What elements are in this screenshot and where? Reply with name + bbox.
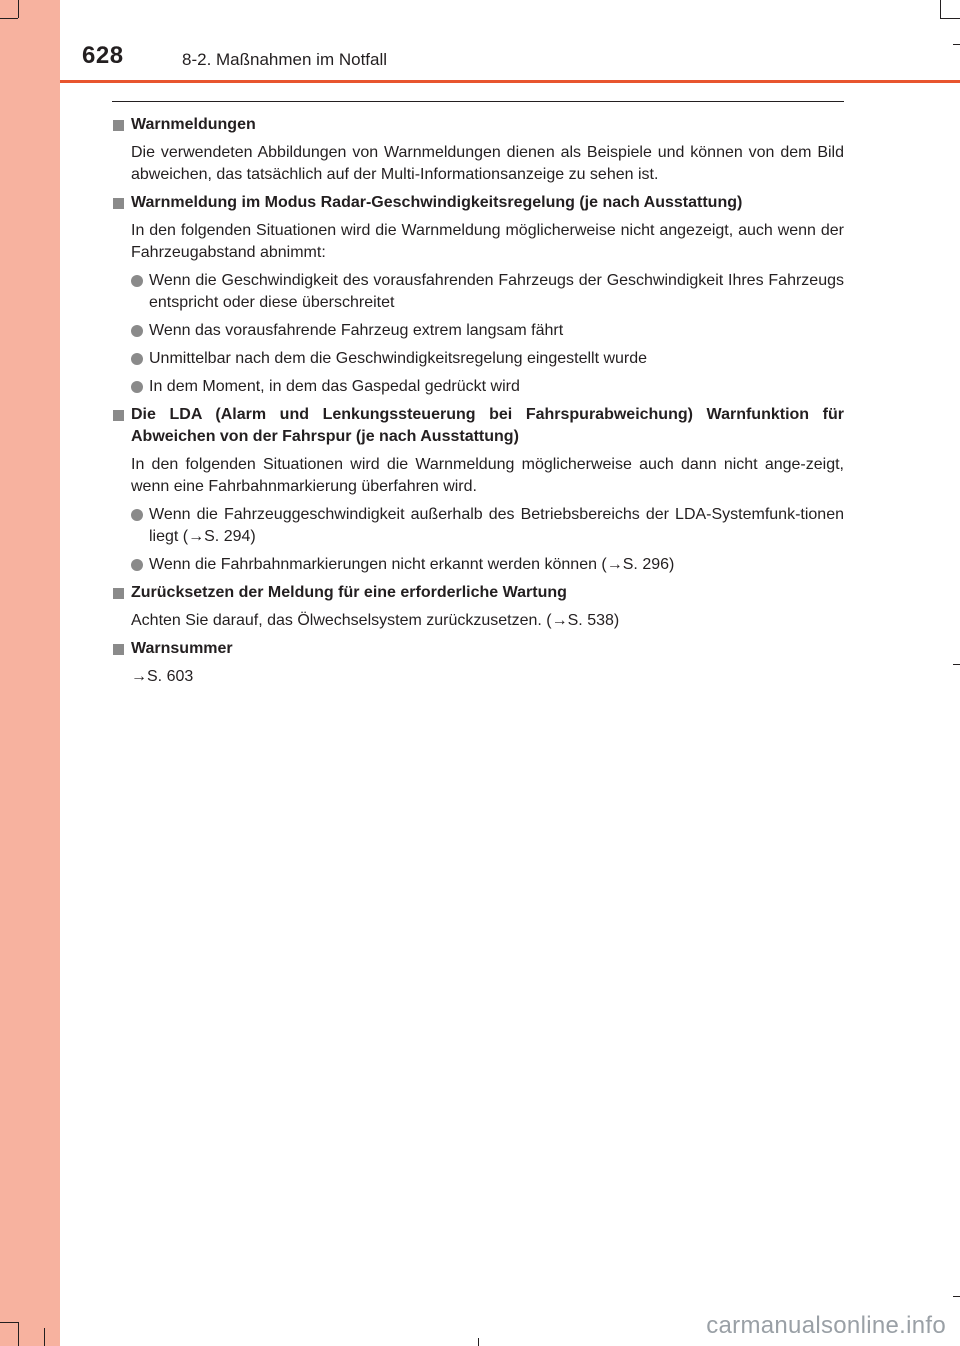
- paragraph-wartung: Achten Sie darauf, das Ölwechselsystem zurückzusetzen. (→S. 538): [131, 612, 620, 629]
- list-item-text: Wenn die Fahrzeuggeschwindigkeit außerhalb des Betriebsbereichs der LDA-Systemfunk-tionen liegt (→S. 294): [149, 506, 844, 545]
- square-bullet-icon: [113, 588, 124, 599]
- heading-warnsummer: [112, 638, 844, 660]
- circle-bullet-icon: [131, 353, 143, 365]
- list-item: [112, 504, 844, 548]
- content-top-rule: [112, 101, 844, 102]
- heading-text: Warnmeldungen: [131, 116, 256, 133]
- heading-text: Die LDA (Alarm und Lenkungssteuerung bei Fahrspurabweichung) Warnfunktion für Abweichen von der Fahrspur (je nach Ausstattung): [131, 406, 844, 445]
- list-item: [112, 270, 844, 314]
- crop-mark: [0, 18, 18, 19]
- list-item-text: Unmittelbar nach dem die Geschwindigkeitsregelung eingestellt wurde: [149, 350, 648, 367]
- crop-mark: [478, 1338, 479, 1346]
- circle-bullet-icon: [131, 381, 143, 393]
- heading-text: Warnmeldung im Modus Radar-Geschwindigkeitsregelung (je nach Ausstattung): [131, 194, 743, 211]
- circle-bullet-icon: [131, 559, 143, 571]
- heading-lda: [112, 404, 844, 448]
- paragraph-lda: In den folgenden Situationen wird die Warnmeldung möglicherweise auch dann nicht ange-zeigt, wenn eine Fahrbahnmarkierung überfahren wird.: [131, 456, 844, 495]
- crop-mark: [18, 0, 19, 18]
- square-bullet-icon: [113, 644, 124, 655]
- crop-mark: [953, 664, 960, 665]
- heading-text: Warnsummer: [131, 640, 233, 657]
- heading-radar: [112, 192, 844, 214]
- circle-bullet-icon: [131, 275, 143, 287]
- side-color-band: [0, 0, 60, 1346]
- list-item: [112, 348, 844, 370]
- header-rule: [60, 80, 960, 83]
- list-item-text: Wenn die Geschwindigkeit des vorausfahrenden Fahrzeugs der Geschwindigkeit Ihres Fahrzeugs entspricht oder diese überschreitet: [149, 272, 844, 311]
- crop-mark: [940, 0, 941, 18]
- heading-wartung: [112, 582, 844, 604]
- page-number: 628: [82, 42, 124, 69]
- crop-mark: [953, 1296, 960, 1297]
- list-item: [112, 320, 844, 342]
- list-item-text: Wenn das vorausfahrende Fahrzeug extrem langsam fährt: [149, 322, 564, 339]
- list-item-text: Wenn die Fahrbahnmarkierungen nicht erkannt werden können (→S. 296): [149, 556, 675, 573]
- square-bullet-icon: [113, 410, 124, 421]
- list-item-text: In dem Moment, in dem das Gaspedal gedrückt wird: [149, 378, 520, 395]
- crop-mark: [0, 1322, 18, 1323]
- crop-mark: [44, 1328, 45, 1346]
- heading-text: Zurücksetzen der Meldung für eine erforderliche Wartung: [131, 584, 567, 601]
- circle-bullet-icon: [131, 509, 143, 521]
- heading-warnmeldungen: [112, 114, 844, 136]
- circle-bullet-icon: [131, 325, 143, 337]
- section-title: 8-2. Maßnahmen im Notfall: [182, 50, 388, 69]
- crop-mark: [953, 44, 960, 45]
- paragraph-warnmeldungen: Die verwendeten Abbildungen von Warnmeldungen dienen als Beispiele und können von dem Bild abweichen, das tatsächlich auf der Multi-Informationsanzeige zu sehen ist.: [131, 144, 844, 183]
- list-item: [112, 554, 844, 576]
- content-body: [112, 114, 844, 694]
- paragraph-warnsummer: →S. 603: [131, 668, 194, 685]
- watermark: carmanualsonline.info: [706, 1312, 946, 1339]
- crop-mark: [18, 1322, 19, 1346]
- square-bullet-icon: [113, 198, 124, 209]
- crop-mark: [940, 18, 960, 19]
- square-bullet-icon: [113, 120, 124, 131]
- paragraph-radar: In den folgenden Situationen wird die Warnmeldung möglicherweise nicht angezeigt, auch wenn der Fahrzeugabstand abnimmt:: [131, 222, 844, 261]
- list-item: [112, 376, 844, 398]
